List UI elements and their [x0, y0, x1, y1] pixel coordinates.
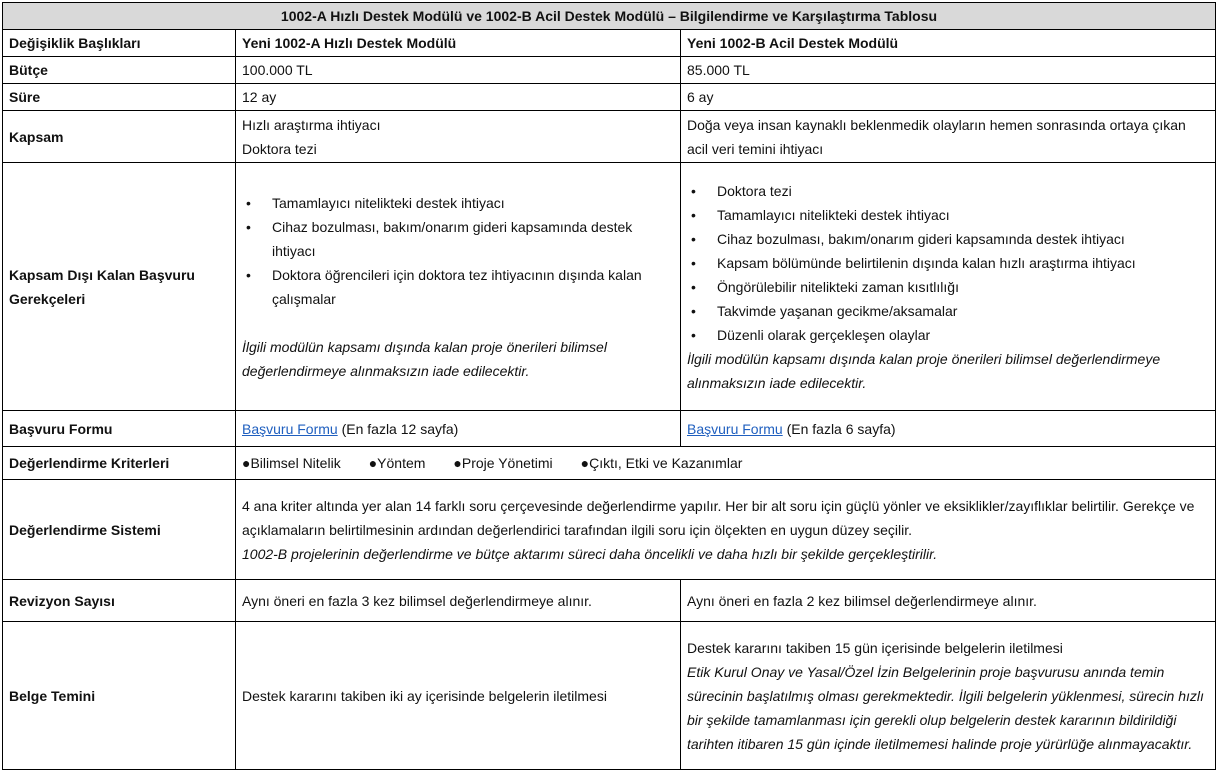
criteria-item: ●Bilimsel Nitelik — [242, 455, 341, 471]
row-label-duration: Süre — [3, 84, 236, 111]
comparison-table — [2, 2, 1216, 770]
documents-b-note: Etik Kurul Onay ve Yasal/Özel İzin Belgelerinin proje başvurusu anında temin sürecinin başlatılmış olması gerekmektedir. İlgili belgelerin yüklenmesi, sürecin hızlı bir şekilde tamamlanması için gerekli olup belgelerin destek kararının bildirildiği tarihten itibaren 15 gün içinde iletilmemesi halinde proje yürürlüğe alınmayacaktır. — [687, 663, 1204, 752]
row-label-application-form: Başvuru Formu — [3, 411, 236, 447]
revisions-a: Aynı öneri en fazla 3 kez bilimsel değerlendirmeye alınır. — [236, 580, 681, 622]
row-label-documents: Belge Temini — [3, 622, 236, 770]
row-application-form — [3, 411, 1216, 447]
header-1002a: Yeni 1002-A Hızlı Destek Modülü — [236, 30, 681, 57]
criteria-item: ●Çıktı, Etki ve Kazanımlar — [580, 455, 743, 471]
criteria-list — [236, 447, 1216, 480]
scope-b: Doğa veya insan kaynaklı beklenmedik olayların hemen sonrasında ortaya çıkan acil veri temini ihtiyacı — [681, 111, 1216, 163]
row-duration — [3, 84, 1216, 111]
row-evaluation-system — [3, 480, 1216, 580]
exclusions-a-note: İlgili modülün kapsamı dışında kalan proje önerileri bilimsel değerlendirmeye alınmaksızın iade edilecektir. — [242, 338, 607, 379]
row-label-scope: Kapsam — [3, 111, 236, 163]
scope-a — [236, 111, 681, 163]
exclusions-b-list — [687, 179, 1209, 347]
header-row — [3, 30, 1216, 57]
documents-a: Destek kararını takiben iki ay içerisinde belgelerin iletilmesi — [236, 622, 681, 770]
criteria-item: ●Yöntem — [368, 455, 426, 471]
row-budget — [3, 57, 1216, 84]
budget-b: 85.000 TL — [681, 57, 1216, 84]
revisions-b: Aynı öneri en fazla 2 kez bilimsel değerlendirmeye alınır. — [681, 580, 1216, 622]
row-label-budget: Bütçe — [3, 57, 236, 84]
list-item: • Düzenli olarak gerçekleşen olaylar — [715, 323, 1209, 347]
exclusions-a — [236, 163, 681, 411]
list-item: • Cihaz bozulması, bakım/onarım gideri kapsamında destek ihtiyacı — [715, 227, 1209, 251]
list-item: • Kapsam bölümünde belirtilenin dışında kalan hızlı araştırma ihtiyacı — [715, 251, 1209, 275]
evaluation-system-cell — [236, 480, 1216, 580]
budget-a: 100.000 TL — [236, 57, 681, 84]
list-item: • Öngörülebilir nitelikteki zaman kısıtlılığı — [715, 275, 1209, 299]
application-form-a — [236, 411, 681, 447]
list-item: • Doktora tezi — [715, 179, 1209, 203]
row-label-criteria: Değerlendirme Kriterleri — [3, 447, 236, 480]
exclusions-a-list — [242, 191, 674, 311]
duration-a: 12 ay — [236, 84, 681, 111]
list-item: • Cihaz bozulması, bakım/onarım gideri kapsamında destek ihtiyacı — [270, 215, 674, 263]
table-title: 1002-A Hızlı Destek Modülü ve 1002-B Acil Destek Modülü – Bilgilendirme ve Karşılaştırma Tablosu — [3, 3, 1216, 30]
documents-b-line1: Destek kararını takiben 15 gün içerisinde belgelerin iletilmesi — [687, 639, 1063, 656]
scope-a-line1: Hızlı araştırma ihtiyacı — [242, 116, 381, 133]
exclusions-b — [681, 163, 1216, 411]
list-item: • Tamamlayıcı nitelikteki destek ihtiyacı — [715, 203, 1209, 227]
row-documents — [3, 622, 1216, 770]
row-scope — [3, 111, 1216, 163]
row-criteria — [3, 447, 1216, 480]
application-form-b — [681, 411, 1216, 447]
row-label-evaluation-system: Değerlendirme Sistemi — [3, 480, 236, 580]
header-1002b: Yeni 1002-B Acil Destek Modülü — [681, 30, 1216, 57]
application-form-link-a[interactable]: Başvuru Formu — [242, 420, 338, 437]
row-label-revisions: Revizyon Sayısı — [3, 580, 236, 622]
duration-b: 6 ay — [681, 84, 1216, 111]
list-item: • Takvimde yaşanan gecikme/aksamalar — [715, 299, 1209, 323]
list-item: • Doktora öğrencileri için doktora tez ihtiyacının dışında kalan çalışmalar — [270, 263, 674, 311]
scope-a-line2: Doktora tezi — [242, 140, 317, 157]
documents-b — [681, 622, 1216, 770]
application-form-a-limit: (En fazla 12 sayfa) — [337, 420, 459, 437]
evaluation-system-note: 1002-B projelerinin değerlendirme ve bütçe aktarımı süreci daha öncelikli ve daha hızlı bir şekilde gerçekleştirilir. — [242, 545, 938, 562]
title-row — [3, 3, 1216, 30]
row-label-exclusions: Kapsam Dışı Kalan Başvuru Gerekçeleri — [3, 163, 236, 411]
row-exclusions — [3, 163, 1216, 411]
list-item: • Tamamlayıcı nitelikteki destek ihtiyacı — [270, 191, 674, 215]
application-form-link-b[interactable]: Başvuru Formu — [687, 420, 783, 437]
row-revisions — [3, 580, 1216, 622]
exclusions-b-note: İlgili modülün kapsamı dışında kalan proje önerileri bilimsel değerlendirmeye alınmaksızın iade edilecektir. — [687, 350, 1161, 391]
application-form-b-limit: (En fazla 6 sayfa) — [782, 420, 896, 437]
header-change-topics: Değişiklik Başlıkları — [3, 30, 236, 57]
evaluation-system-text: 4 ana kriter altında yer alan 14 farklı soru çerçevesinde değerlendirme yapılır. Her bir alt soru için güçlü yönler ve eksiklikler/zayıflıklar belirtilir. Gerekçe ve açıklamaların belirtilmesinin ardından değerlendirici tarafından ilgili soru için ölçekten en uygun düzey seçilir. — [242, 497, 1195, 538]
criteria-item: ●Proje Yönetimi — [453, 455, 553, 471]
